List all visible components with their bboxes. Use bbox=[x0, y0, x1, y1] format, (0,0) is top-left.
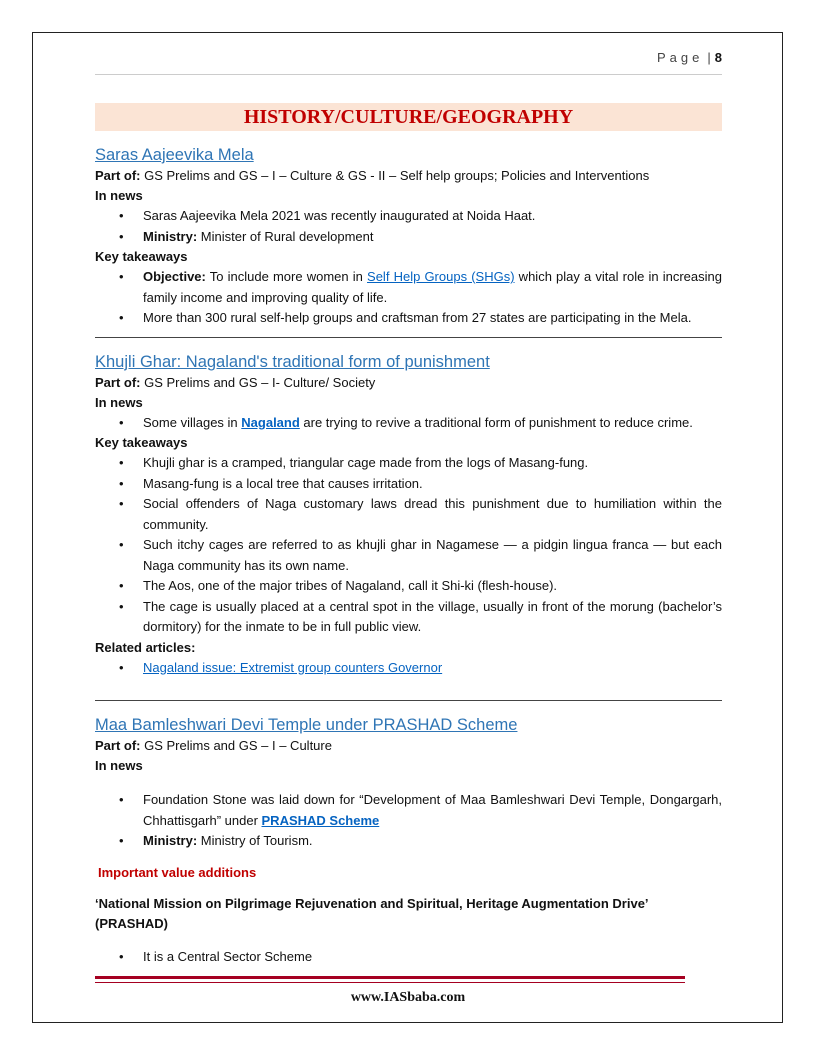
in-news-heading: In news bbox=[95, 394, 143, 410]
in-news-text-post: are trying to revive a traditional form of punishment to reduce crime. bbox=[299, 414, 693, 430]
page-label: Page bbox=[657, 50, 704, 65]
prashad-link[interactable]: PRASHAD Scheme bbox=[261, 812, 380, 828]
list-item: • Saras Aajeevika Mela 2021 was recently inaugurated at Noida Haat. bbox=[95, 206, 722, 227]
part-of-line bbox=[95, 736, 722, 756]
list-item: • Such itchy cages are referred to as khujli ghar in Nagamese — a pidgin lingua franca — but each Naga community has its own name. bbox=[95, 535, 722, 576]
list-item: • It is a Central Sector Scheme bbox=[95, 947, 722, 968]
ministry-text: Minister of Rural development bbox=[197, 228, 374, 244]
related-articles-list bbox=[95, 658, 722, 679]
nagaland-link[interactable]: Nagaland bbox=[241, 414, 300, 430]
in-news-list bbox=[95, 206, 722, 247]
objective-label: Objective: bbox=[143, 269, 206, 284]
prashad-list bbox=[95, 947, 722, 968]
in-news-heading: In news bbox=[95, 758, 143, 773]
header-rule bbox=[95, 74, 722, 75]
objective-text: To include more women in bbox=[205, 269, 368, 284]
prashad-heading: ‘National Mission on Pilgrimage Rejuvenation and Spiritual, Heritage Augmentation Drive’ (PRASHAD) bbox=[95, 895, 648, 931]
part-of-line bbox=[95, 166, 722, 186]
in-news-heading: In news bbox=[95, 188, 143, 203]
part-of-text: GS Prelims and GS – I – Culture & GS - II – Self help groups; Policies and Interventions bbox=[140, 168, 650, 183]
footer-rule-thin bbox=[95, 982, 685, 983]
list-item: • The cage is usually placed at a central spot in the village, usually in front of the morung (bachelor’s dormitory) for the inmate to be in full public view. bbox=[95, 597, 722, 638]
key-takeaways-list bbox=[95, 267, 722, 329]
ministry-text: Ministry of Tourism. bbox=[197, 833, 313, 848]
part-of-label: Part of: bbox=[95, 738, 141, 753]
part-of-label: Part of: bbox=[95, 168, 141, 183]
list-item: • Khujli ghar is a cramped, triangular cage made from the logs of Masang-fung. bbox=[95, 453, 722, 474]
article-title-maa[interactable]: Maa Bamleshwari Devi Temple under PRASHAD Scheme bbox=[95, 716, 518, 734]
in-news-list bbox=[95, 790, 722, 852]
section-divider bbox=[95, 700, 722, 701]
list-item bbox=[95, 227, 722, 248]
list-item bbox=[95, 413, 722, 434]
list-item bbox=[95, 790, 722, 831]
objective-text-post: which play a vital role in increasing family income and improving quality of life. bbox=[143, 269, 722, 305]
footer-url[interactable]: www.IASbaba.com bbox=[350, 990, 466, 1005]
list-item bbox=[95, 658, 722, 679]
related-article-link[interactable]: Nagaland issue: Extremist group counters Governor bbox=[143, 659, 443, 675]
article-title-saras[interactable]: Saras Aajeevika Mela bbox=[95, 146, 254, 164]
list-item: • Social offenders of Naga customary laws dread this punishment due to humiliation within the community. bbox=[95, 494, 722, 535]
list-item: • Masang-fung is a local tree that causes irritation. bbox=[95, 474, 722, 495]
section-divider bbox=[95, 337, 722, 338]
ministry-label: Ministry: bbox=[143, 833, 198, 848]
ministry-label: Ministry: bbox=[143, 228, 198, 244]
list-item: • The Aos, one of the major tribes of Nagaland, call it Shi-ki (flesh-house). bbox=[95, 576, 722, 597]
page-content bbox=[95, 44, 722, 967]
part-of-text: GS Prelims and GS – I – Culture bbox=[140, 738, 332, 753]
in-news-text: Foundation Stone was laid down for “Development of Maa Bamleshwari Devi Temple, Dongargarh, Chhattisgarh” under bbox=[143, 792, 722, 828]
list-item bbox=[95, 267, 722, 308]
page-header: Page | 8 bbox=[657, 50, 722, 65]
related-articles-heading: Related articles: bbox=[95, 639, 196, 655]
shg-link[interactable]: Self Help Groups (SHGs) bbox=[367, 269, 515, 284]
key-takeaways-heading: Key takeaways bbox=[95, 435, 188, 450]
key-takeaways-heading: Key takeaways bbox=[95, 249, 188, 264]
important-heading: Important value additions bbox=[98, 864, 257, 880]
key-takeaways-list bbox=[95, 453, 722, 638]
in-news-list bbox=[95, 413, 722, 434]
in-news-text: Some villages in bbox=[143, 414, 242, 430]
page-number: 8 bbox=[714, 50, 722, 65]
part-of-text: GS Prelims and GS – I- Culture/ Society bbox=[140, 374, 376, 390]
article-title-khujli[interactable]: Khujli Ghar: Nagaland's traditional form of punishment bbox=[95, 352, 490, 371]
list-item bbox=[95, 831, 722, 852]
footer-rule bbox=[95, 976, 685, 979]
part-of-line bbox=[95, 373, 722, 393]
part-of-label: Part of: bbox=[95, 374, 141, 390]
section-title: HISTORY/CULTURE/GEOGRAPHY bbox=[95, 103, 722, 131]
list-item: • More than 300 rural self-help groups and craftsman from 27 states are participating in the Mela. bbox=[95, 308, 722, 329]
